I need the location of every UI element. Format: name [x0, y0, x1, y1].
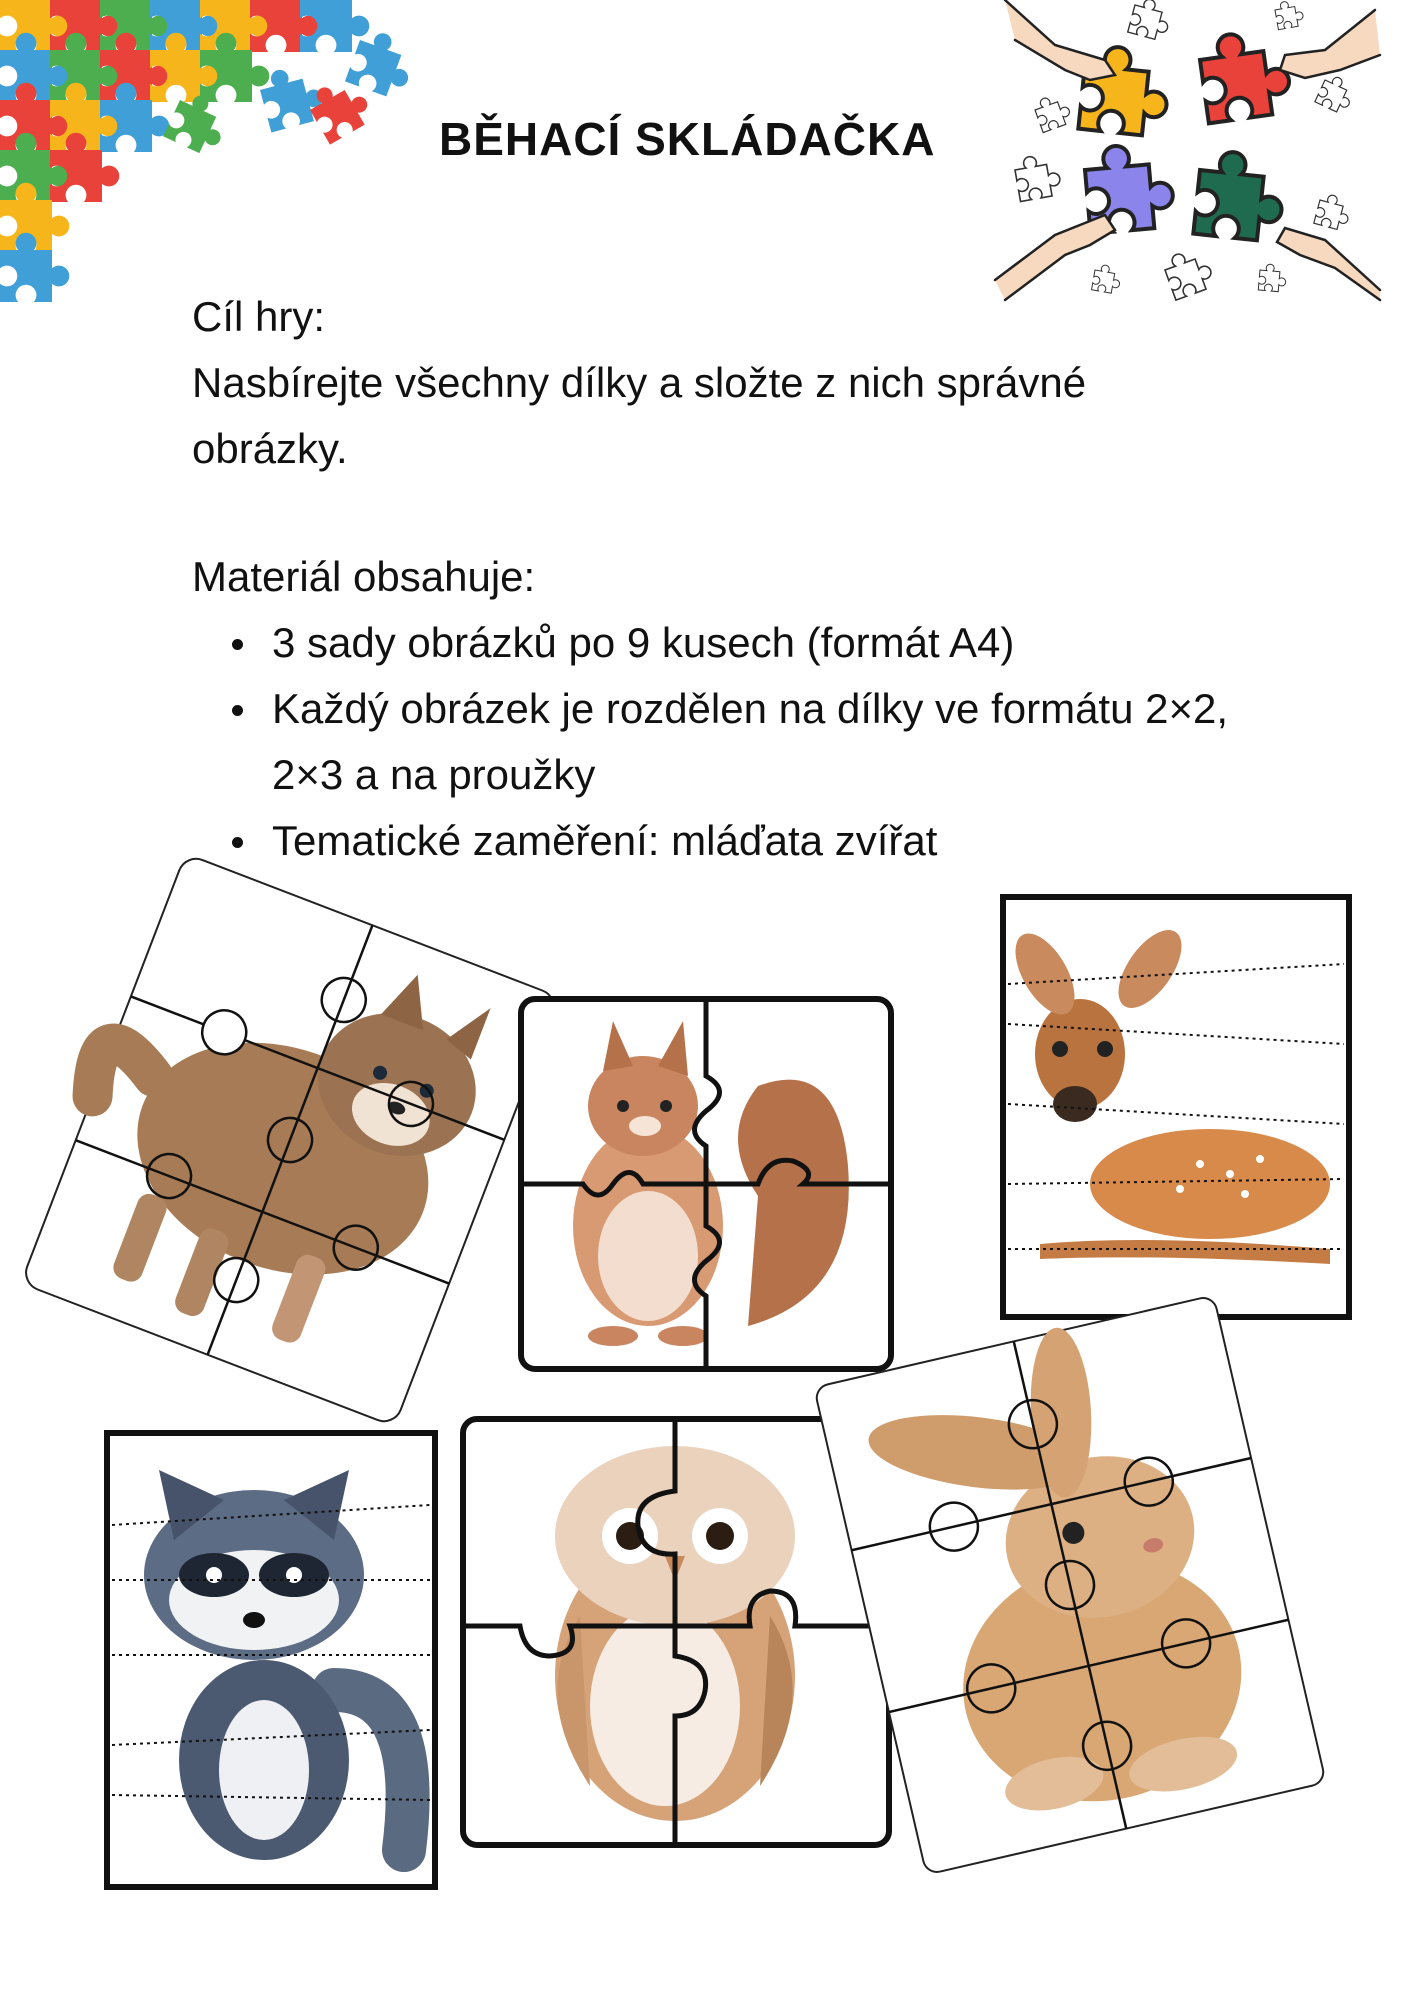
page-title: BĚHACÍ SKLÁDAČKA: [439, 113, 936, 165]
hand-icon: [1005, 0, 1115, 80]
puzzle-piece-icon: [0, 0, 420, 302]
wolf-puzzle-card: [0, 840, 560, 1440]
fawn-puzzle-card: [1000, 894, 1352, 1320]
goal-text: Nasbírejte všechny dílky a složte z nich správné obrázky.: [192, 359, 1087, 472]
corner-puzzle-illustration: [0, 0, 470, 330]
bunny-puzzle-card: [805, 1265, 1335, 1905]
list-item: Každý obrázek je rozdělen na dílky ve formátu 2×2, 2×3 a na proužky: [272, 676, 1272, 808]
material-heading: Materiál obsahuje:: [192, 553, 536, 600]
hand-icon: [1277, 228, 1380, 300]
list-item: 3 sady obrázků po 9 kusech (formát A4): [272, 610, 1272, 676]
material-list: [192, 610, 1272, 874]
hands-puzzle-illustration: [995, 0, 1385, 330]
raccoon-puzzle-card: [104, 1430, 438, 1890]
list-item: Tematické zaměření: mláďata zvířat: [272, 808, 1272, 874]
goal-heading: Cíl hry:: [192, 293, 326, 340]
